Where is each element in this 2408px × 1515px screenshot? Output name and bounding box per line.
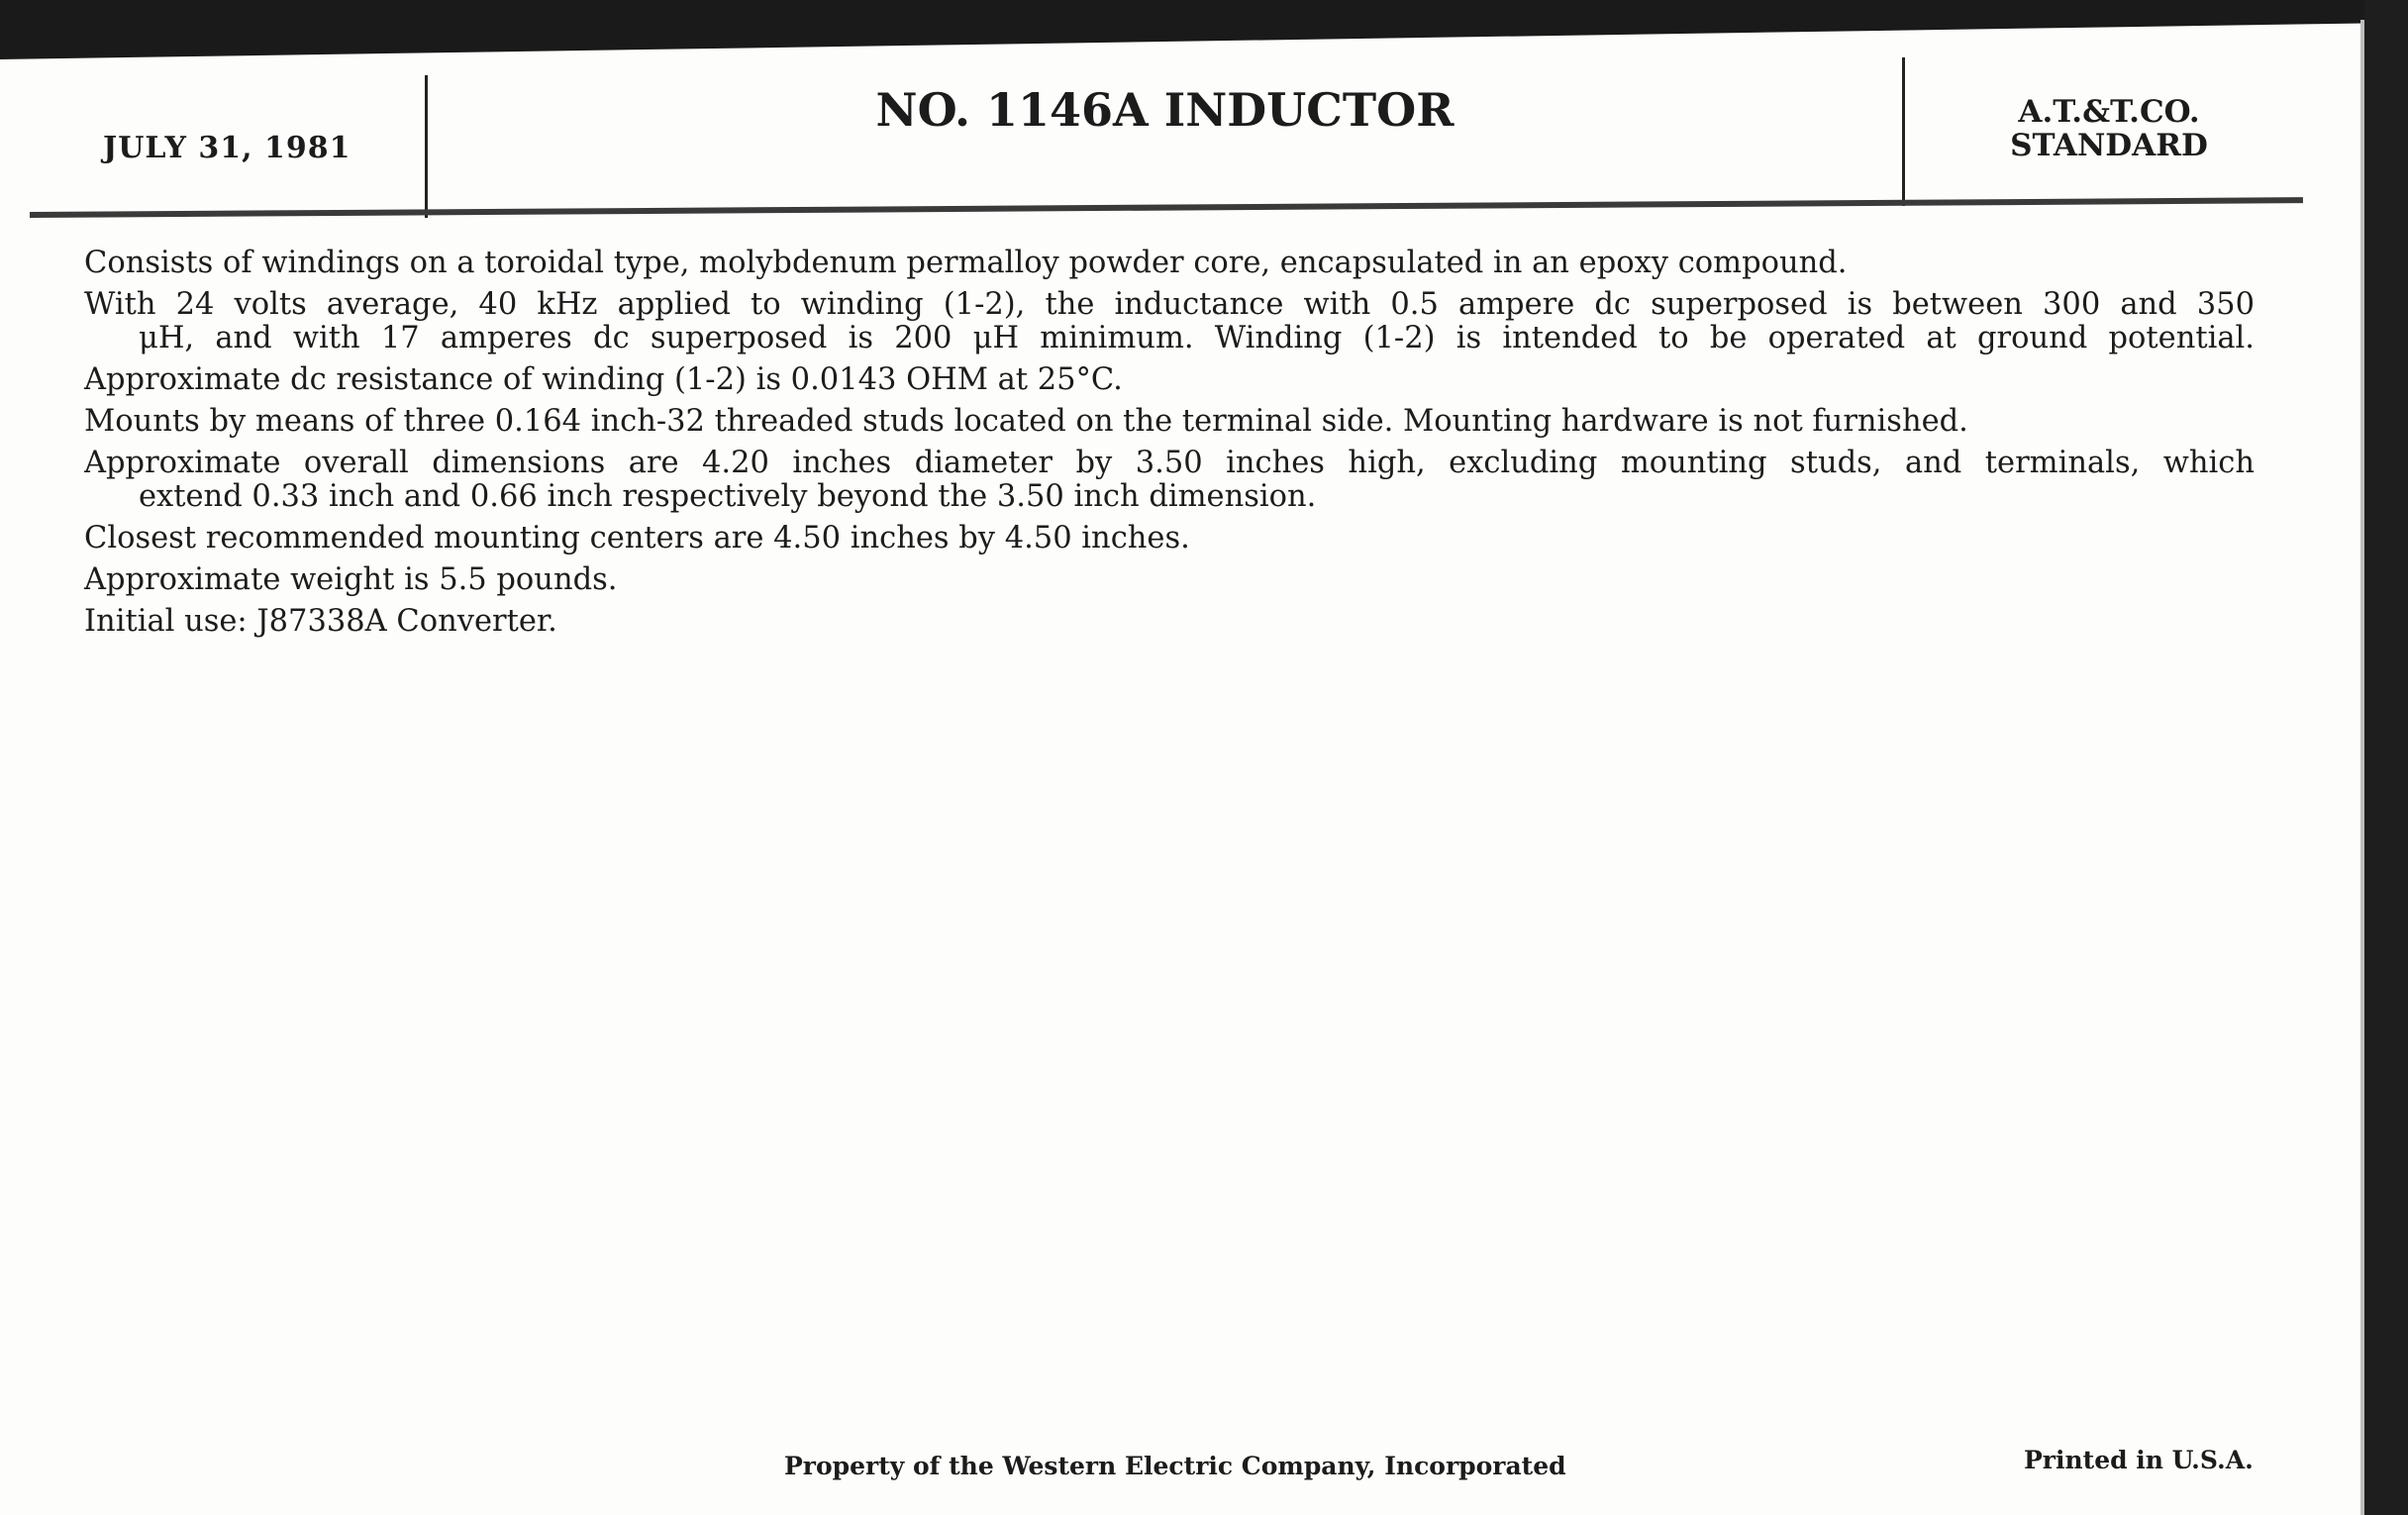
paragraph-inductance-cont: μH, and with 17 amperes dc superposed is 200 μH minimum. Winding (1-2) is intended to be operated at ground potential. <box>139 321 2255 355</box>
paragraph-initial-use: Initial use: J87338A Converter. <box>84 604 557 639</box>
paragraph-dimensions-cont: extend 0.33 inch and 0.66 inch respectively beyond the 3.50 inch dimension. <box>139 479 1317 514</box>
page-title: NO. 1146A INDUCTOR <box>875 83 1455 137</box>
paragraph-weight: Approximate weight is 5.5 pounds. <box>84 562 618 597</box>
header-rule <box>30 197 2303 218</box>
scan-border-right <box>2364 0 2408 1515</box>
issue-date: JULY 31, 1981 <box>103 131 351 165</box>
paragraph-construction: Consists of windings on a toroidal type, molybdenum permalloy powder core, encapsulated in an epoxy compound. <box>84 246 1848 280</box>
header-divider-right <box>1902 57 1905 206</box>
scan-edge-shadow <box>2360 20 2364 1515</box>
paragraph-mounting-centers: Closest recommended mounting centers are 4.50 inches by 4.50 inches. <box>84 521 1190 556</box>
paragraph-mounting: Mounts by means of three 0.164 inch-32 threaded studs located on the terminal side. Mounting hardware is not furnished. <box>84 404 1968 439</box>
description-body <box>84 244 2255 642</box>
standard-label-line2: STANDARD <box>2010 128 2208 163</box>
paragraph-resistance: Approximate dc resistance of winding (1-2) is 0.0143 OHM at 25°C. <box>84 362 1123 397</box>
footer-property: Property of the Western Electric Company, Incorporated <box>784 1452 1566 1480</box>
paragraph-inductance: With 24 volts average, 40 kHz applied to winding (1-2), the inductance with 0.5 ampere dc superposed is between 300 and 350 <box>84 287 2255 322</box>
paragraph-dimensions: Approximate overall dimensions are 4.20 inches diameter by 3.50 inches high, excluding mounting studs, and terminals, which <box>84 446 2255 480</box>
scan-border-top <box>0 0 2408 59</box>
standard-label <box>1911 95 2307 162</box>
footer-printed: Printed in U.S.A. <box>2024 1446 2254 1474</box>
standard-label-line1: A.T.&T.CO. <box>2018 94 2200 130</box>
